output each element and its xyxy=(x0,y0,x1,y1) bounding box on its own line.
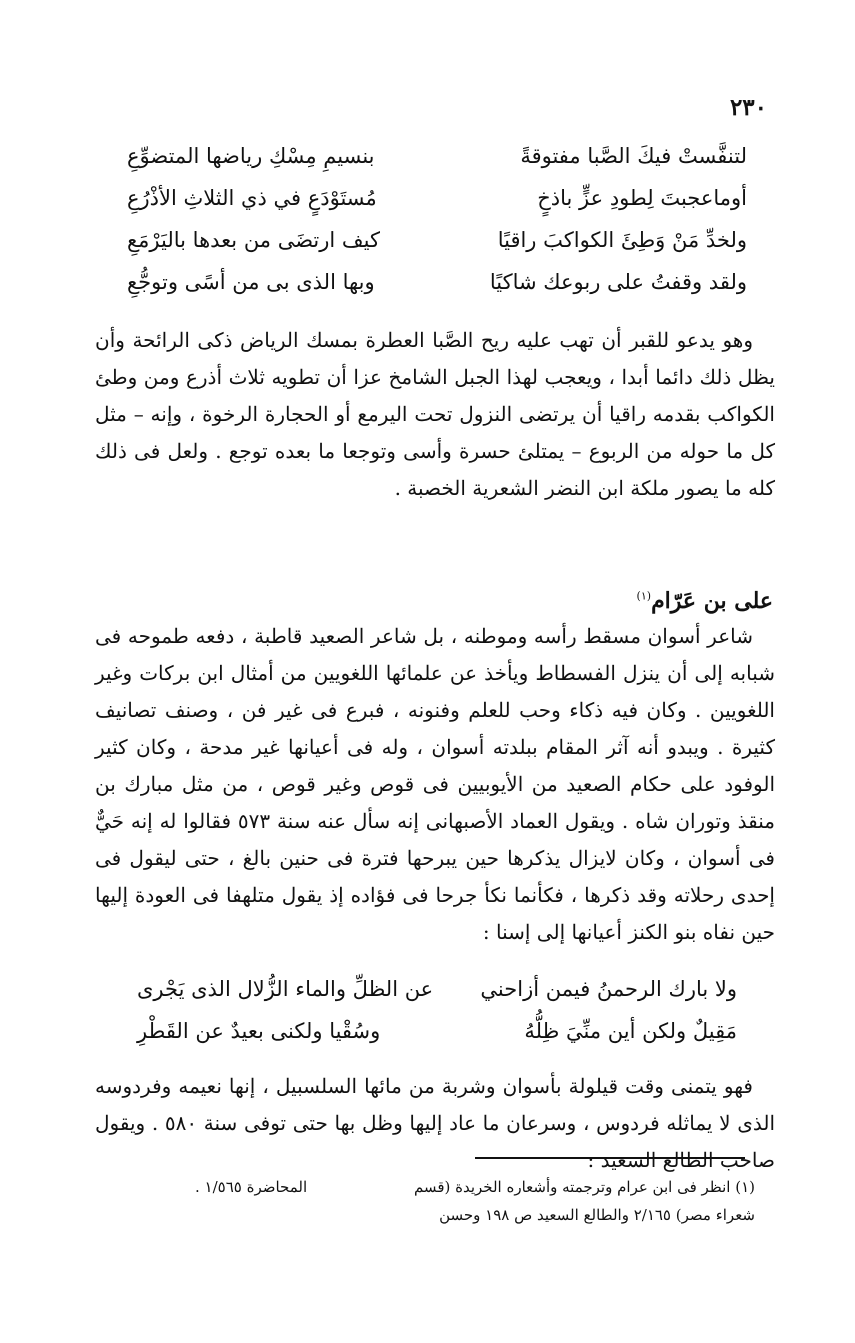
verse-left-hemistich: وبها الذى بى من أسًى وتوجُّعِ xyxy=(127,270,375,294)
footnote-line xyxy=(195,1201,755,1229)
verse-left-hemistich: بنسيمِ مِسْكِ رياضها المتضوِّعِ xyxy=(127,144,375,168)
verse-right-hemistich: ولخدِّ مَنْ وَطِئَ الكواكبَ راقيًا xyxy=(497,228,747,252)
poem-one xyxy=(127,135,747,303)
footnotes xyxy=(195,1173,755,1229)
biography-text: شاعر أسوان مسقط رأسه وموطنه ، بل شاعر الصعيد قاطبة ، دفعه طموحه فى شبابه إلى أن ينزل الفسطاط ويأخذ عن علمائها اللغويين من أمثال ابن بركات وغير اللغويين . وكان فيه ذكاء وحب للعلم وفنونه ، فبرع فى غير فن ، وصنف تصانيف كثيرة . ويبدو أنه آثر المقام ببلدته أسوان ، وله فى أعيانها غير مدحة ، وكان كثير الوفود على حكام الصعيد من الأيوبيين فى قوص وغير قوص ، من مثل مبارك بن منقذ وتوران شاه . ويقول العماد الأصبهانى إنه سأل عنه سنة ٥٧٣ فقالوا له إنه حَيٌّ فى أسوان ، وكان لايزال يذكرها حين يبرحها فترة فى حنين بالغ ، حتى ليقول فى إحدى رحلاته وقد ذكرها ، فكأنما نكأ جرحا فى فؤاده إذ يقول متلهفا فى العودة إليها حين نفاه بنو الكنز أعيانها إلى إسنا : xyxy=(95,624,775,944)
verse-line xyxy=(127,177,747,219)
biography-paragraph xyxy=(95,618,775,951)
verse-right-hemistich: ولقد وقفتُ على ربوعك شاكيًا xyxy=(489,270,747,294)
footnote-text: (١) انظر فى ابن عرام وترجمته وأشعاره الخريدة (قسم xyxy=(413,1178,755,1196)
verse-right-hemistich: أوماعجبتَ لِطودِ عزٍّ باذخٍ xyxy=(537,186,747,210)
footnote-marker: (١) xyxy=(636,589,652,603)
commentary-paragraph xyxy=(95,1068,775,1179)
footnote-line xyxy=(195,1173,755,1201)
commentary-paragraph xyxy=(95,322,775,507)
verse-right-hemistich: مَقِيلٌ ولكن أين منِّيَ ظِلُّهُ xyxy=(524,1019,737,1043)
verse-line xyxy=(127,135,747,177)
verse-left-hemistich: وسُقْيا ولكنى بعيدٌ عن القَطْرِ xyxy=(137,1019,381,1043)
section-title: على بن عَرّام xyxy=(651,588,773,614)
verse-left-hemistich: مُستَوْدَعٍ في ذي الثلاثِ الأذْرُعِ xyxy=(127,186,377,210)
commentary-text: وهو يدعو للقبر أن تهب عليه ريح الصَّبا العطرة بمسك الرياض ذكى الرائحة وأن يظل ذلك دائما أبدا ، ويعجب لهذا الجبل الشامخ عزا أن تطويه ثلاث أذرع ومن وطئ الكواكب بقدمه راقيا أن يرتضى النزول تحت اليرمع أو الحجارة الرخوة ، وإنه – مثل كل ما حوله من الربوع – يمتلئ حسرة وأسى وتوجعا ما بعده توجع . ولعل فى ذلك كله ما يصور ملكة ابن النضر الشعرية الخصبة . xyxy=(95,328,775,500)
verse-left-hemistich: عن الظلِّ والماء الزُّلال الذى يَجْرى xyxy=(137,977,434,1001)
commentary-text: فهو يتمنى وقت قيلولة بأسوان وشربة من مائها السلسبيل ، إنها نعيمه وفردوسه الذى لا يماثله فردوس ، وسرعان ما عاد إليها وظل بها حتى توفى سنة ٥٨٠ . ويقول صاحب الطالع السعيد : xyxy=(95,1074,775,1172)
poem-two xyxy=(137,968,737,1052)
footnote-divider xyxy=(475,1157,745,1159)
footnote-text: شعراء مصر) ٢/١٦٥ والطالع السعيد ص ١٩٨ وحسن xyxy=(439,1206,755,1224)
verse-line xyxy=(127,261,747,303)
verse-line xyxy=(137,1010,737,1052)
page-number: ٢٣٠ xyxy=(729,94,767,121)
verse-right-hemistich: ولا بارك الرحمنُ فيمن أزاحني xyxy=(480,977,737,1001)
verse-line xyxy=(137,968,737,1010)
verse-left-hemistich: كيف ارتضَى من بعدها باليَرْمَعِ xyxy=(127,228,381,252)
footnote-text: المحاضرة ١/٥٦٥ . xyxy=(195,1178,308,1196)
verse-right-hemistich: لتنفَّستْ فيكَ الصَّبا مفتوقةً xyxy=(520,144,747,168)
verse-line xyxy=(127,219,747,261)
section-heading xyxy=(637,588,773,614)
